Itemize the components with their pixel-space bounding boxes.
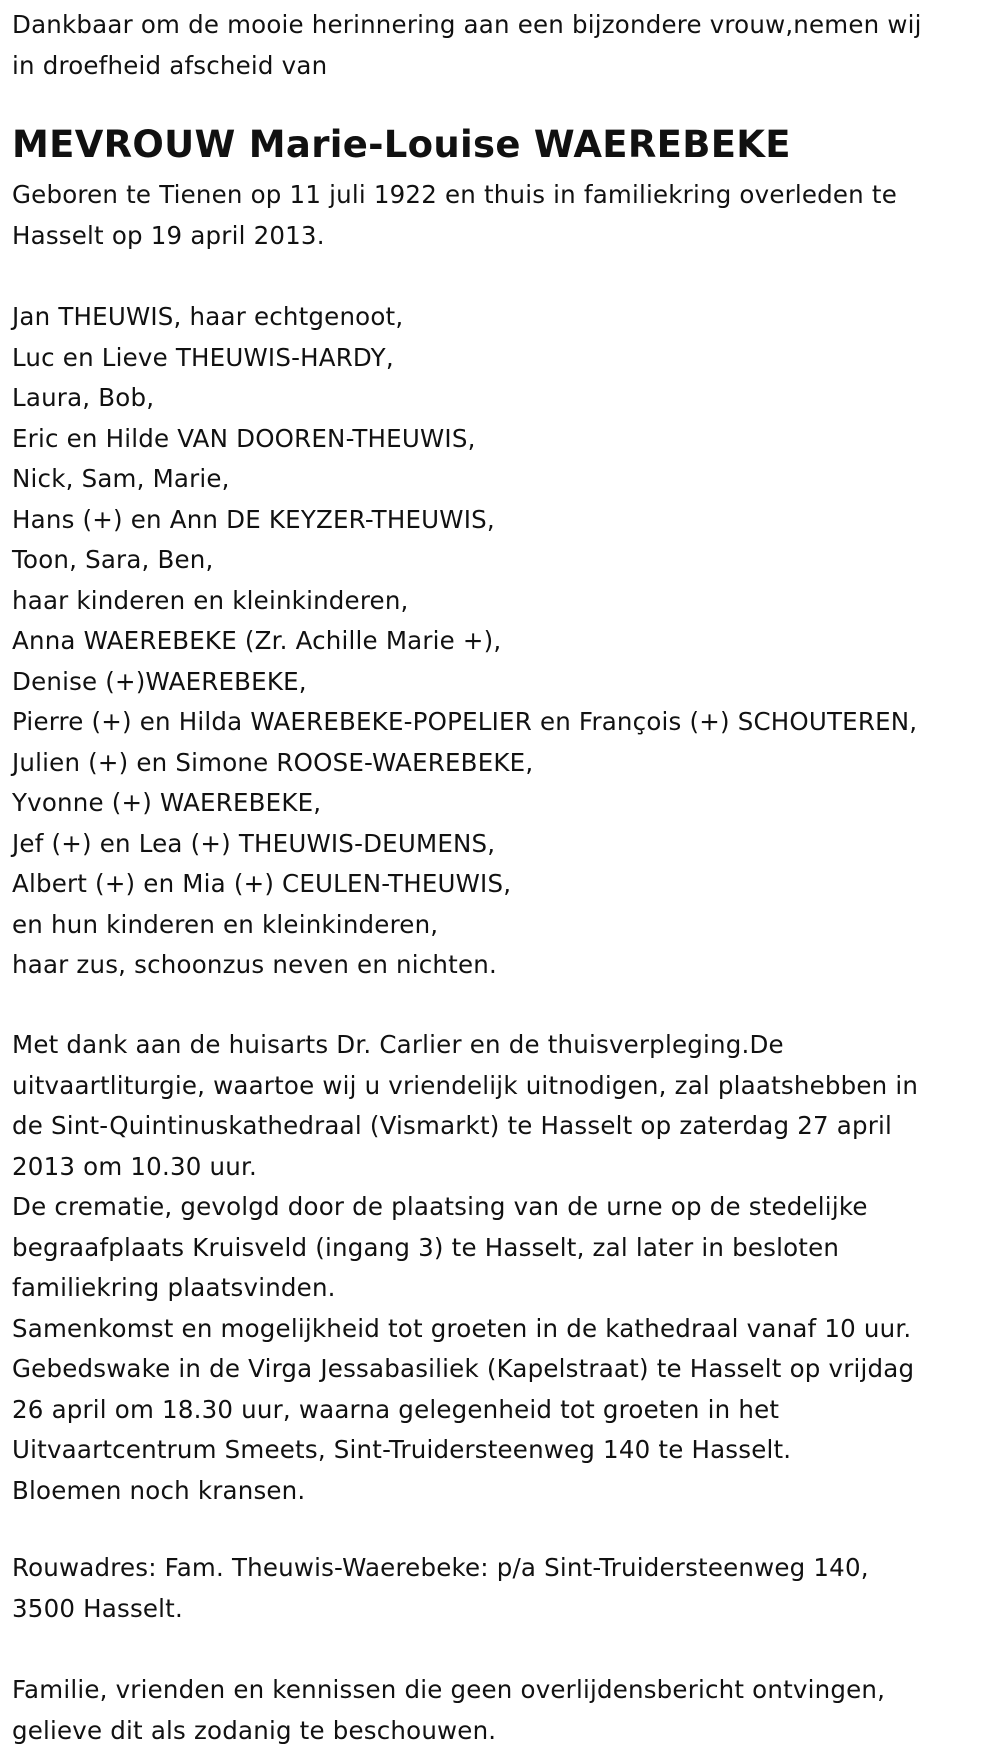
family-member-line: Toon, Sara, Ben, <box>12 540 917 581</box>
family-member-line: Yvonne (+) WAEREBEKE, <box>12 783 917 824</box>
family-member-line: Albert (+) en Mia (+) CEULEN-THEUWIS, <box>12 864 917 905</box>
ceremony-line: begraafplaats Kruisveld (ingang 3) te Hasselt, zal later in besloten <box>12 1228 918 1269</box>
family-member-line: Jan THEUWIS, haar echtgenoot, <box>12 297 917 338</box>
intro-paragraph <box>12 5 922 86</box>
family-member-line: Denise (+)WAEREBEKE, <box>12 662 917 703</box>
family-member-line: Julien (+) en Simone ROOSE-WAEREBEKE, <box>12 743 917 784</box>
ceremony-line: De crematie, gevolgd door de plaatsing van de urne op de stedelijke <box>12 1187 918 1228</box>
ceremony-line: 2013 om 10.30 uur. <box>12 1147 918 1188</box>
address-line: Rouwadres: Fam. Theuwis-Waerebeke: p/a Sint-Truidersteenweg 140, <box>12 1548 869 1589</box>
birth-death-paragraph <box>12 175 897 256</box>
ceremony-line: Bloemen noch kransen. <box>12 1471 918 1512</box>
family-member-line: haar zus, schoonzus neven en nichten. <box>12 945 917 986</box>
ceremony-line: uitvaartliturgie, waartoe wij u vriendelijk uitnodigen, zal plaatshebben in <box>12 1066 918 1107</box>
closing-line: gelieve dit als zodanig te beschouwen. <box>12 1711 885 1751</box>
ceremony-line: Uitvaartcentrum Smeets, Sint-Truidersteenweg 140 te Hasselt. <box>12 1430 918 1471</box>
birth-line: Hasselt op 19 april 2013. <box>12 216 897 257</box>
family-member-line: Hans (+) en Ann DE KEYZER-THEUWIS, <box>12 500 917 541</box>
family-member-line: Jef (+) en Lea (+) THEUWIS-DEUMENS, <box>12 824 917 865</box>
family-member-line: Luc en Lieve THEUWIS-HARDY, <box>12 338 917 379</box>
family-member-line: en hun kinderen en kleinkinderen, <box>12 905 917 946</box>
family-member-line: Nick, Sam, Marie, <box>12 459 917 500</box>
family-member-line: Anna WAEREBEKE (Zr. Achille Marie +), <box>12 621 917 662</box>
intro-line: Dankbaar om de mooie herinnering aan een bijzondere vrouw,nemen wij <box>12 5 922 46</box>
family-member-line: Pierre (+) en Hilda WAEREBEKE-POPELIER en François (+) SCHOUTEREN, <box>12 702 917 743</box>
ceremony-line: familiekring plaatsvinden. <box>12 1268 918 1309</box>
ceremony-line: 26 april om 18.30 uur, waarna gelegenheid tot groeten in het <box>12 1390 918 1431</box>
mourning-address-paragraph <box>12 1548 869 1629</box>
ceremony-line: Met dank aan de huisarts Dr. Carlier en de thuisverpleging.De <box>12 1025 918 1066</box>
birth-line: Geboren te Tienen op 11 juli 1922 en thuis in familiekring overleden te <box>12 175 897 216</box>
family-member-line: haar kinderen en kleinkinderen, <box>12 581 917 622</box>
family-member-line: Laura, Bob, <box>12 378 917 419</box>
deceased-name-heading: MEVROUW Marie-Louise WAEREBEKE <box>12 122 791 168</box>
closing-paragraph <box>12 1670 885 1751</box>
intro-line: in droefheid afscheid van <box>12 46 922 87</box>
family-member-line: Eric en Hilde VAN DOOREN-THEUWIS, <box>12 419 917 460</box>
ceremony-line: Samenkomst en mogelijkheid tot groeten in de kathedraal vanaf 10 uur. <box>12 1309 918 1350</box>
closing-line: Familie, vrienden en kennissen die geen overlijdensbericht ontvingen, <box>12 1670 885 1711</box>
ceremony-line: de Sint-Quintinuskathedraal (Vismarkt) te Hasselt op zaterdag 27 april <box>12 1106 918 1147</box>
family-list <box>12 297 917 986</box>
address-line: 3500 Hasselt. <box>12 1589 869 1630</box>
ceremony-paragraph <box>12 1025 918 1511</box>
ceremony-line: Gebedswake in de Virga Jessabasiliek (Kapelstraat) te Hasselt op vrijdag <box>12 1349 918 1390</box>
